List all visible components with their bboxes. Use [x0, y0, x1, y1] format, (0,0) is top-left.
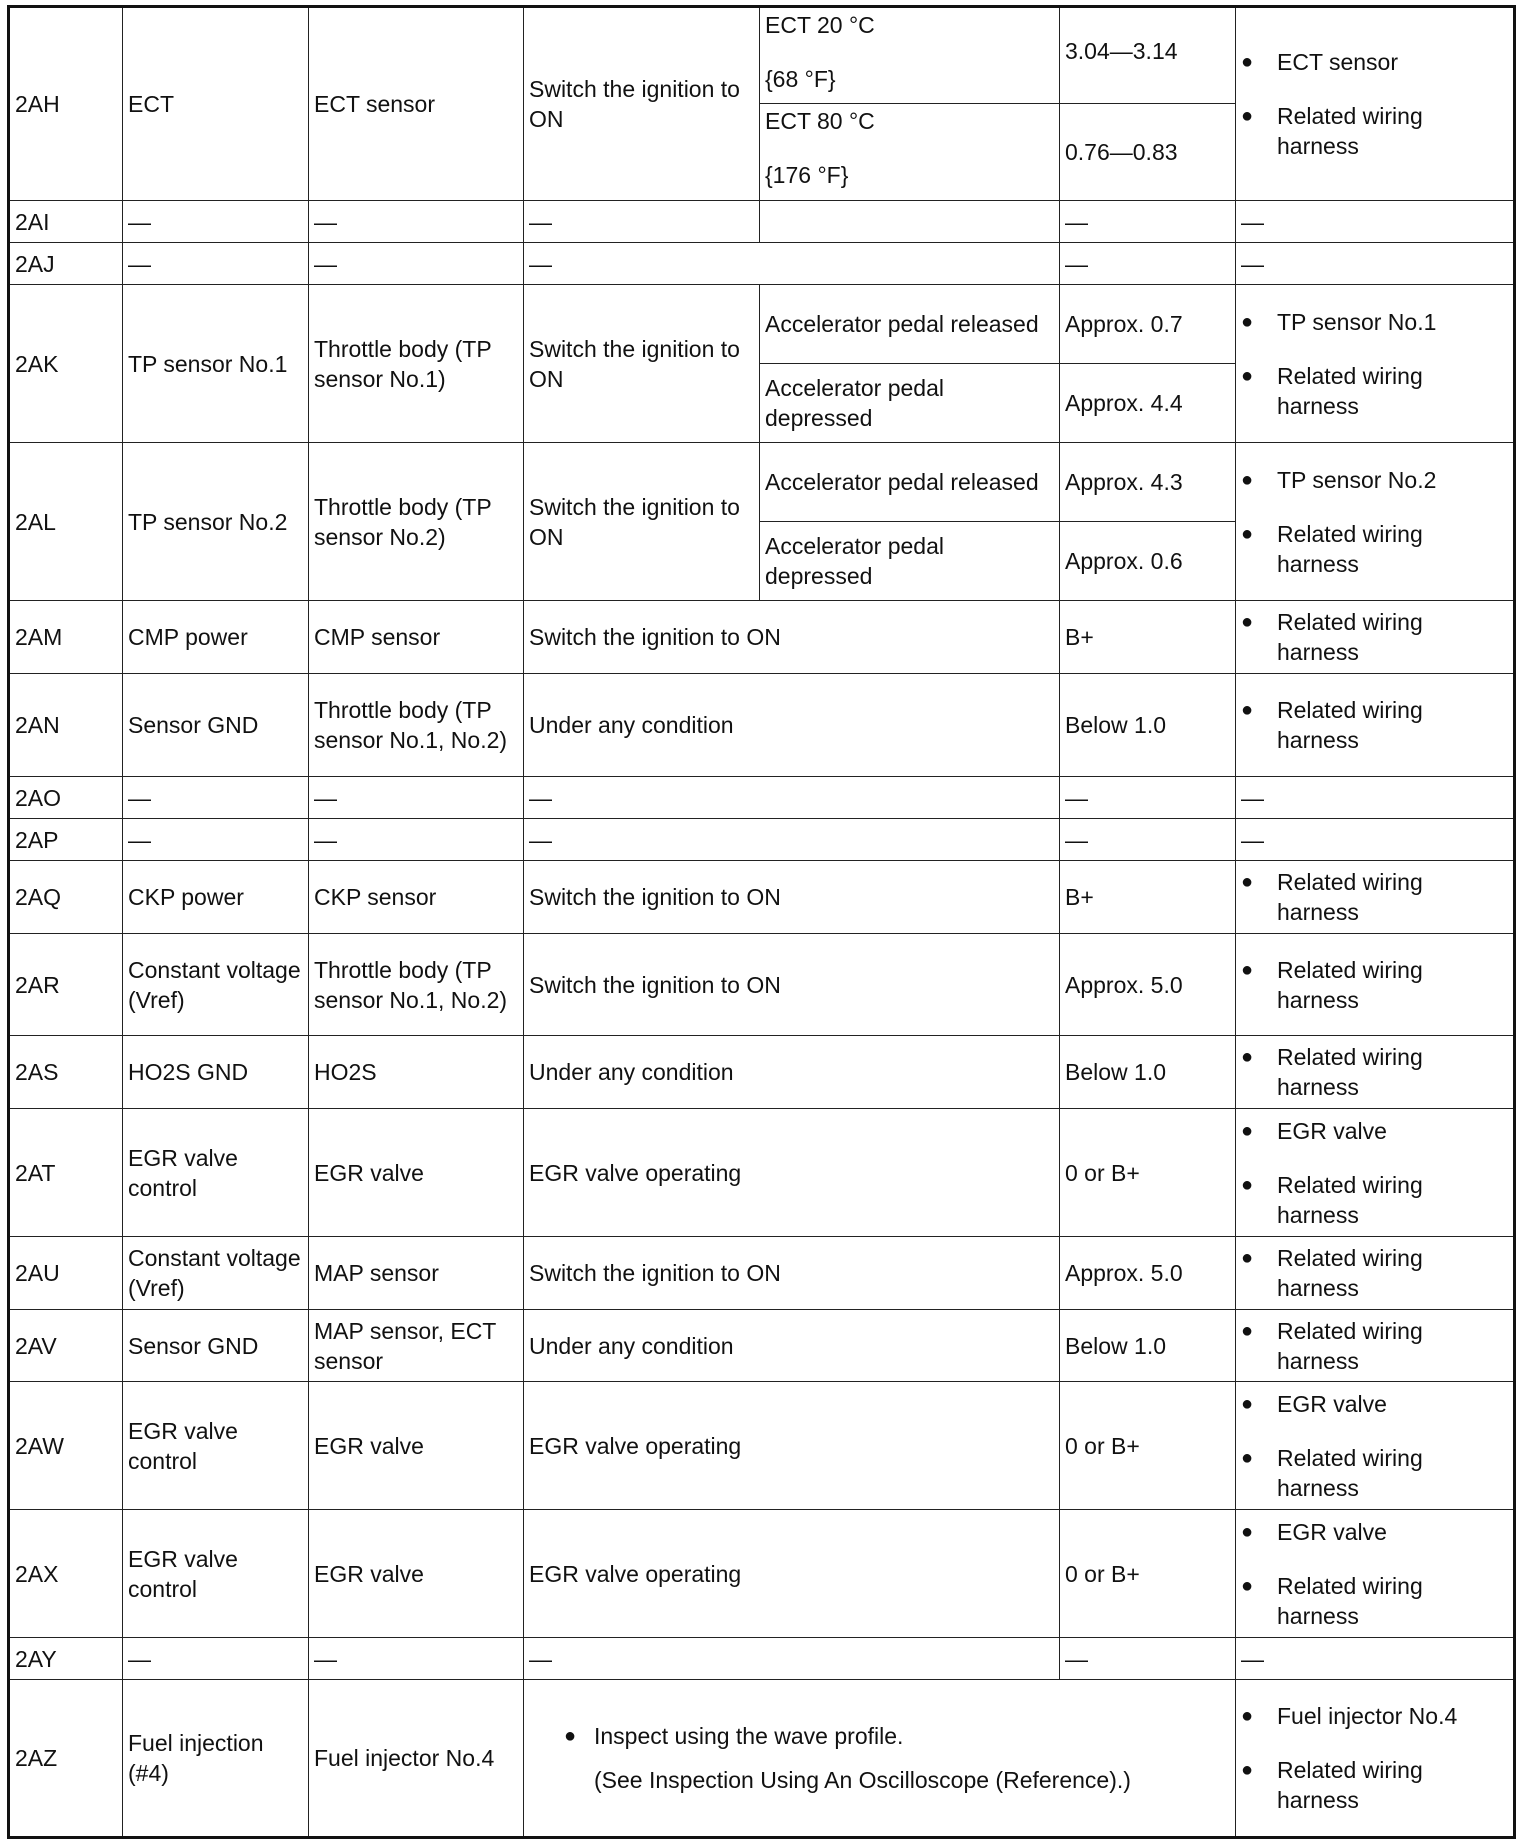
check-item-list	[1241, 465, 1509, 579]
value-cell: Approx. 5.0	[1060, 934, 1236, 1036]
check-item: ● Related wiring harness	[1277, 1170, 1509, 1230]
condition-cell: Switch the ignition to ON	[524, 7, 760, 201]
value-cell: 0.76—0.83	[1060, 104, 1236, 201]
check-item: ● Related wiring harness	[1277, 955, 1509, 1015]
terminal-cell: 2AN	[9, 674, 123, 777]
signal-cell: EGR valve control	[123, 1109, 309, 1237]
value-cell: —	[1060, 777, 1236, 819]
check-item-cell	[1236, 1510, 1515, 1638]
check-item-cell	[1236, 1382, 1515, 1510]
terminal-cell: 2AV	[9, 1310, 123, 1382]
signal-cell: Fuel injection (#4)	[123, 1680, 309, 1838]
check-item: ● Related wiring harness	[1277, 1243, 1509, 1303]
condition-cell: EGR valve operating	[524, 1109, 1060, 1237]
check-item-list	[1241, 955, 1509, 1015]
check-item-list	[1241, 1701, 1509, 1815]
signal-cell: Constant voltage (Vref)	[123, 934, 309, 1036]
sub-condition-cell	[760, 201, 1060, 243]
table-row	[9, 443, 1515, 522]
condition-cell: —	[524, 201, 760, 243]
check-item: ● EGR valve	[1277, 1389, 1509, 1419]
check-item-cell	[1236, 443, 1515, 601]
check-item-list	[1241, 1389, 1509, 1503]
connected-cell: HO2S	[309, 1036, 524, 1109]
check-item: ● Related wiring harness	[1277, 361, 1509, 421]
check-item-cell	[1236, 285, 1515, 443]
condition-cell: Switch the ignition to ON	[524, 601, 1060, 674]
value-cell: Below 1.0	[1060, 1036, 1236, 1109]
condition-cell: EGR valve operating	[524, 1510, 1060, 1638]
terminal-cell: 2AX	[9, 1510, 123, 1638]
sub-condition-line: ECT 20 °C	[765, 12, 875, 38]
connected-cell: —	[309, 243, 524, 285]
table-row	[9, 1109, 1515, 1237]
check-item-cell	[1236, 934, 1515, 1036]
signal-cell: TP sensor No.2	[123, 443, 309, 601]
check-item-cell	[1236, 674, 1515, 777]
condition-cell: —	[524, 243, 1060, 285]
signal-cell: CMP power	[123, 601, 309, 674]
condition-bullet: ● Inspect using the wave profile.	[564, 1721, 1231, 1751]
check-item: ● Related wiring harness	[1277, 607, 1509, 667]
check-item: ● Related wiring harness	[1277, 695, 1509, 755]
terminal-cell: 2AL	[9, 443, 123, 601]
check-item-list	[1241, 607, 1509, 667]
sub-condition-line: {176 °F}	[765, 162, 849, 188]
terminal-cell: 2AQ	[9, 861, 123, 934]
table-row	[9, 1638, 1515, 1680]
check-item: ● Related wiring harness	[1277, 1571, 1509, 1631]
signal-cell: CKP power	[123, 861, 309, 934]
signal-cell: —	[123, 243, 309, 285]
signal-cell: Constant voltage (Vref)	[123, 1237, 309, 1310]
table-row	[9, 1382, 1515, 1510]
condition-cell: EGR valve operating	[524, 1382, 1060, 1510]
table-row	[9, 934, 1515, 1036]
connected-cell: EGR valve	[309, 1109, 524, 1237]
check-item-list	[1241, 47, 1509, 161]
check-item: ● TP sensor No.1	[1277, 307, 1509, 337]
terminal-cell: 2AJ	[9, 243, 123, 285]
condition-cell: Switch the ignition to ON	[524, 443, 760, 601]
pcm-terminal-table	[7, 5, 1516, 1839]
connected-cell: —	[309, 777, 524, 819]
check-item: ● Fuel injector No.4	[1277, 1701, 1509, 1731]
value-cell: —	[1060, 243, 1236, 285]
check-item: ● Related wiring harness	[1277, 519, 1509, 579]
signal-cell: Sensor GND	[123, 674, 309, 777]
connected-cell: —	[309, 1638, 524, 1680]
check-item: ● Related wiring harness	[1277, 101, 1509, 161]
connected-cell: Throttle body (TP sensor No.1, No.2)	[309, 934, 524, 1036]
value-cell: Approx. 0.6	[1060, 522, 1236, 601]
terminal-cell: 2AT	[9, 1109, 123, 1237]
table-row	[9, 285, 1515, 364]
connected-cell: MAP sensor, ECT sensor	[309, 1310, 524, 1382]
check-item: ● Related wiring harness	[1277, 1443, 1509, 1503]
terminal-cell: 2AI	[9, 201, 123, 243]
connected-cell: EGR valve	[309, 1510, 524, 1638]
value-cell: Below 1.0	[1060, 674, 1236, 777]
check-item: ● EGR valve	[1277, 1517, 1509, 1547]
check-item: ● Related wiring harness	[1277, 867, 1509, 927]
check-item-cell	[1236, 1237, 1515, 1310]
signal-cell: ECT	[123, 7, 309, 201]
condition-cell: —	[524, 819, 1060, 861]
check-item-cell: —	[1236, 201, 1515, 243]
condition-cell: Under any condition	[524, 1036, 1060, 1109]
check-item-list	[1241, 867, 1509, 927]
check-item-list	[1241, 1316, 1509, 1376]
value-cell: B+	[1060, 861, 1236, 934]
table-row	[9, 1680, 1515, 1838]
sub-condition-cell: Accelerator pedal depressed	[760, 522, 1060, 601]
check-item: ● EGR valve	[1277, 1116, 1509, 1146]
value-cell: Below 1.0	[1060, 1310, 1236, 1382]
value-cell: Approx. 0.7	[1060, 285, 1236, 364]
signal-cell: —	[123, 201, 309, 243]
value-cell: Approx. 4.4	[1060, 364, 1236, 443]
value-cell: 0 or B+	[1060, 1510, 1236, 1638]
terminal-cell: 2AM	[9, 601, 123, 674]
connected-cell: Throttle body (TP sensor No.1, No.2)	[309, 674, 524, 777]
check-item: ● TP sensor No.2	[1277, 465, 1509, 495]
condition-cell: Switch the ignition to ON	[524, 934, 1060, 1036]
connected-cell: CMP sensor	[309, 601, 524, 674]
connected-cell: ECT sensor	[309, 7, 524, 201]
condition-cell: Under any condition	[524, 1310, 1060, 1382]
condition-cell	[524, 1680, 1236, 1838]
check-item-list	[1241, 307, 1509, 421]
check-item-cell: —	[1236, 1638, 1515, 1680]
condition-cell: —	[524, 777, 1060, 819]
check-item-cell: —	[1236, 819, 1515, 861]
terminal-cell: 2AR	[9, 934, 123, 1036]
value-cell: 3.04—3.14	[1060, 7, 1236, 104]
check-item-cell	[1236, 1310, 1515, 1382]
sub-condition-cell	[760, 104, 1060, 201]
terminal-cell: 2AK	[9, 285, 123, 443]
signal-cell: EGR valve control	[123, 1382, 309, 1510]
table-row	[9, 7, 1515, 104]
value-cell: Approx. 4.3	[1060, 443, 1236, 522]
condition-cell: Under any condition	[524, 674, 1060, 777]
connected-cell: CKP sensor	[309, 861, 524, 934]
check-item: ● ECT sensor	[1277, 47, 1509, 77]
terminal-cell: 2AH	[9, 7, 123, 201]
terminal-cell: 2AU	[9, 1237, 123, 1310]
signal-cell: TP sensor No.1	[123, 285, 309, 443]
sub-condition-cell: Accelerator pedal depressed	[760, 364, 1060, 443]
check-item-cell: —	[1236, 243, 1515, 285]
sub-condition-line: {68 °F}	[765, 66, 836, 92]
table-row	[9, 1036, 1515, 1109]
sub-condition-cell: Accelerator pedal released	[760, 443, 1060, 522]
check-item: ● Related wiring harness	[1277, 1042, 1509, 1102]
signal-cell: EGR valve control	[123, 1510, 309, 1638]
check-item-cell	[1236, 1680, 1515, 1838]
check-item: ● Related wiring harness	[1277, 1316, 1509, 1376]
check-item-list	[1241, 695, 1509, 755]
table-row	[9, 243, 1515, 285]
check-item-cell	[1236, 861, 1515, 934]
connected-cell: Throttle body (TP sensor No.2)	[309, 443, 524, 601]
check-item-cell	[1236, 7, 1515, 201]
table-row	[9, 861, 1515, 934]
terminal-cell: 2AY	[9, 1638, 123, 1680]
check-item-list	[1241, 1116, 1509, 1230]
table-row	[9, 1237, 1515, 1310]
condition-cell: Switch the ignition to ON	[524, 861, 1060, 934]
connected-cell: —	[309, 201, 524, 243]
check-item: ● Related wiring harness	[1277, 1755, 1509, 1815]
terminal-voltage-sheet	[7, 5, 1516, 1839]
table-row	[9, 1310, 1515, 1382]
table-row	[9, 819, 1515, 861]
check-item-list	[1241, 1042, 1509, 1102]
signal-cell: —	[123, 777, 309, 819]
condition-cell: Switch the ignition to ON	[524, 1237, 1060, 1310]
condition-note: (See Inspection Using An Oscilloscope (Reference).)	[594, 1767, 1131, 1793]
connected-cell: —	[309, 819, 524, 861]
check-item-list	[1241, 1517, 1509, 1631]
terminal-cell: 2AW	[9, 1382, 123, 1510]
value-cell: —	[1060, 819, 1236, 861]
connected-cell: Throttle body (TP sensor No.1)	[309, 285, 524, 443]
condition-cell: —	[524, 1638, 1060, 1680]
terminal-cell: 2AS	[9, 1036, 123, 1109]
check-item-cell	[1236, 1109, 1515, 1237]
signal-cell: —	[123, 819, 309, 861]
signal-cell: —	[123, 1638, 309, 1680]
value-cell: B+	[1060, 601, 1236, 674]
table-row	[9, 201, 1515, 243]
sub-condition-line: ECT 80 °C	[765, 108, 875, 134]
sub-condition-cell: Accelerator pedal released	[760, 285, 1060, 364]
value-cell: —	[1060, 1638, 1236, 1680]
signal-cell: HO2S GND	[123, 1036, 309, 1109]
connected-cell: Fuel injector No.4	[309, 1680, 524, 1838]
check-item-cell	[1236, 601, 1515, 674]
table-row	[9, 674, 1515, 777]
check-item-cell: —	[1236, 777, 1515, 819]
signal-cell: Sensor GND	[123, 1310, 309, 1382]
value-cell: Approx. 5.0	[1060, 1237, 1236, 1310]
connected-cell: EGR valve	[309, 1382, 524, 1510]
table-row	[9, 777, 1515, 819]
connected-cell: MAP sensor	[309, 1237, 524, 1310]
value-cell: 0 or B+	[1060, 1382, 1236, 1510]
table-row	[9, 601, 1515, 674]
sub-condition-cell	[760, 7, 1060, 104]
value-cell: —	[1060, 201, 1236, 243]
terminal-cell: 2AZ	[9, 1680, 123, 1838]
check-item-list	[1241, 1243, 1509, 1303]
value-cell: 0 or B+	[1060, 1109, 1236, 1237]
terminal-cell: 2AO	[9, 777, 123, 819]
terminal-cell: 2AP	[9, 819, 123, 861]
condition-cell: Switch the ignition to ON	[524, 285, 760, 443]
table-row	[9, 1510, 1515, 1638]
check-item-cell	[1236, 1036, 1515, 1109]
